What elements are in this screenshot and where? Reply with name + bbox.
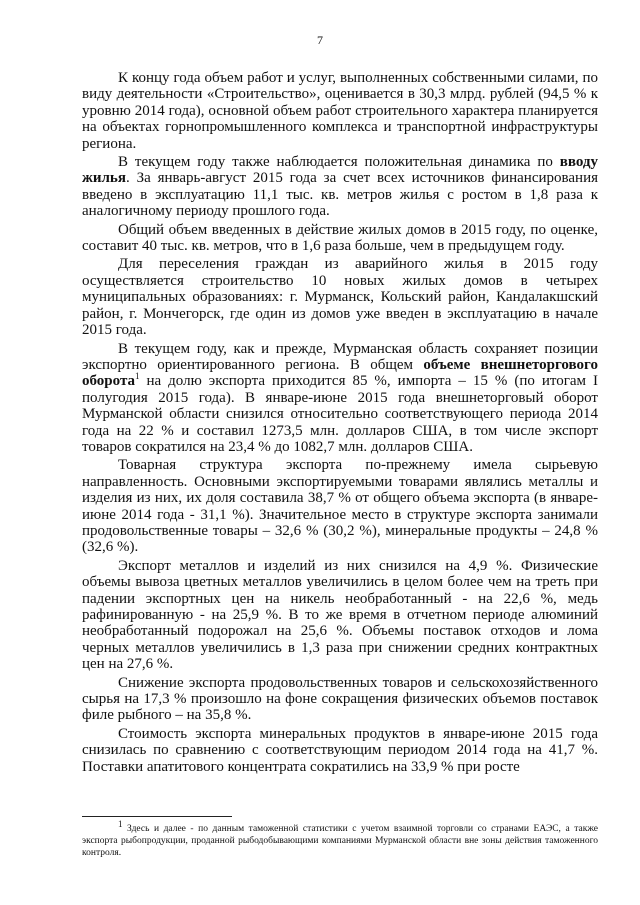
footnote-reference: 1 — [135, 371, 140, 382]
paragraph — [82, 558, 598, 673]
paragraph-text: Экспорт металлов и изделий из них снизился на 4,9 %. Физические объемы вывоза цветных металлов увеличились в целом более чем на треть при падении экспортных цен на никель необработанный - на 22,6 %, медь рафинированную - на 25,9 %. В то же время в отчетном периоде алюминий необработанный подорожал на 25,6 %. Объемы поставок отходов и лома черных металлов увеличились в 1,3 раза при снижении средних контрактных цен на 27,6 %. — [82, 557, 598, 673]
paragraph-text: Товарная структура экспорта по-прежнему имела сырьевую направленность. Основными экспортируемыми товарами являлись металлы и изделия из них, их доля составила 38,7 % от общего объема экспорта (в январе-июне 2014 года - 31,1 %). Значительное место в структуре экспорта занимали продовольственные товары – 32,6 % (30,2 %), минеральные продукты – 24,8 % (32,6 %). — [82, 457, 598, 556]
paragraph-text: Снижение экспорта продовольственных товаров и сельскохозяйственного сырья на 17,3 % произошло на фоне сокращения физических объемов поставок филе рыбного – на 35,8 %. — [82, 674, 598, 724]
footnote-text: Здесь и далее - по данным таможенной статистики с учетом взаимной торговли со странами ЕАЭС, а также экспорта рыбопродукции, проданной рыбодобывающими компаниями Мурманской области вне зоны действия таможенного контроля. — [82, 824, 598, 858]
paragraph — [82, 457, 598, 555]
paragraph-text: К концу года объем работ и услуг, выполненных собственными силами, по виду деятельности «Строительство», оценивается в 30,3 млрд. рублей (94,5 % к уровню 2014 года), основной объем работ строительного характера планируется на объектах горнопромышленного комплекса и транспортной инфраструктуры региона. — [82, 70, 598, 152]
paragraph-text: на долю экспорта приходится 85 %, импорта – 15 % (по итогам I полугодия 2015 года). В январе-июне 2015 года внешнеторговый оборот Мурманской области снизился относительно соответствующего периода 2014 года на 22 % и составил 1273,5 млн. долларов США, в том числе экспорт товаров сократился на 23,4 % до 1082,7 млн. долларов США. — [82, 373, 598, 455]
paragraph-text: Общий объем введенных в действие жилых домов в 2015 году, по оценке, составит 40 тыс. кв. метров, что в 1,6 раза больше, чем в предыдущем году. — [82, 221, 598, 255]
paragraph — [82, 675, 598, 724]
paragraph-text: Стоимость экспорта минеральных продуктов в январе-июне 2015 года снизилась по сравнению с соответствующим периодом 2014 года на 41,7 %. Поставки апатитового концентрата сократились на 33,9 % при росте — [82, 725, 598, 775]
paragraph-text: . За январь-август 2015 года за счет всех источников финансирования введено в эксплуатацию 11,1 тыс. кв. метров жилья с ростом в 1,8 раза к аналогичному периоду прошлого года. — [82, 170, 598, 220]
footnote — [82, 818, 598, 859]
paragraph — [82, 222, 598, 255]
paragraph — [82, 70, 598, 152]
page-number: 7 — [317, 33, 323, 47]
document-body — [82, 70, 598, 777]
paragraph — [82, 154, 598, 220]
paragraph-text: В текущем году также наблюдается положительная динамика по — [118, 154, 560, 171]
paragraph — [82, 726, 598, 775]
footnote-divider — [82, 816, 232, 817]
footnote-marker: 1 — [118, 818, 123, 829]
emphasized-term: вводу жилья — [82, 154, 598, 187]
paragraph — [82, 341, 598, 456]
emphasized-term: объеме внешнеторгового оборота — [82, 356, 598, 390]
paragraph-text: Для переселения граждан из аварийного жилья в 2015 году осуществляется строительство 10 новых жилых домов в четырех муниципальных образованиях: г. Мурманск, Кольский район, Кандалакшский район, г. Мончегорск, где один из домов уже введен в эксплуатацию в начале 2015 года. — [82, 256, 598, 339]
paragraph — [82, 256, 598, 338]
paragraph-text: В текущем году, как и прежде, Мурманская область сохраняет позиции экспортно ориентированного региона. В общем — [82, 340, 598, 373]
